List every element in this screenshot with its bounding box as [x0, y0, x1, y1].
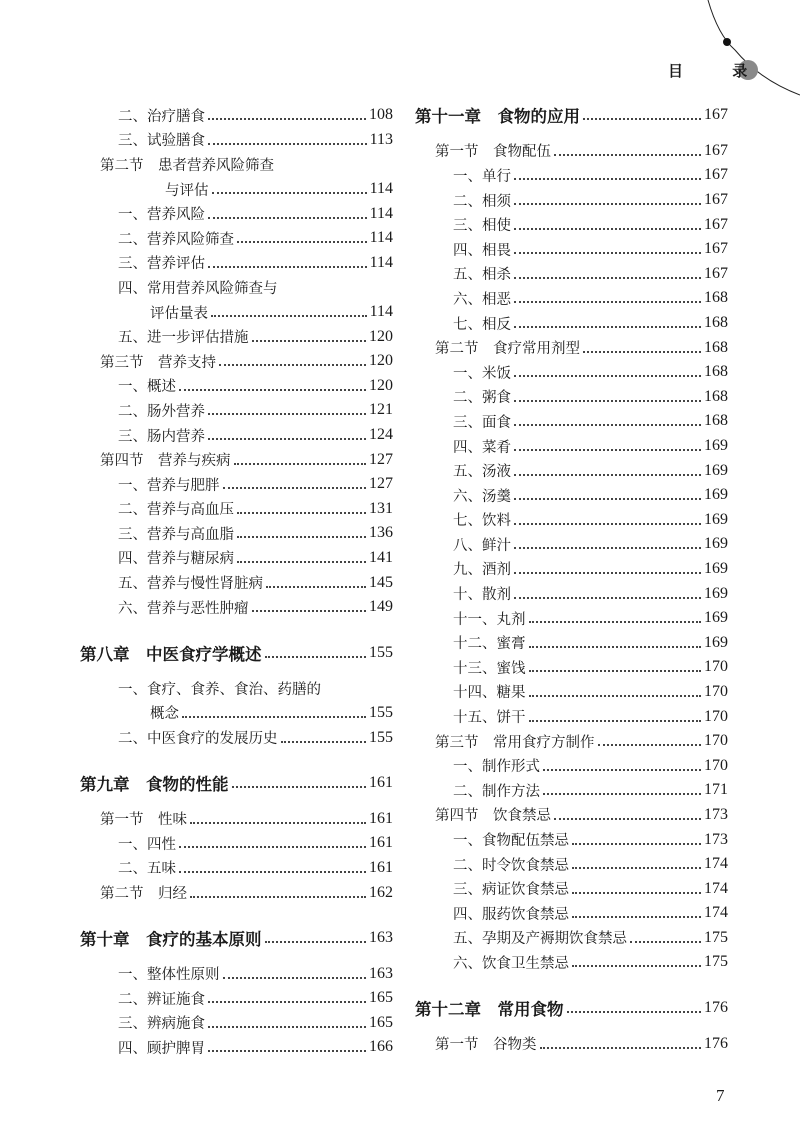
dot-leader: [529, 695, 702, 697]
dot-leader: [514, 228, 701, 230]
toc-section-entry[interactable]: [415, 803, 728, 828]
dot-leader: [208, 266, 367, 268]
toc-entry-title: 第一节 性味: [100, 812, 187, 829]
toc-section-entry[interactable]: [80, 806, 393, 831]
toc-entry-page: 168: [704, 338, 728, 356]
toc-entry-page: 120: [369, 376, 393, 394]
toc-item-entry[interactable]: [80, 251, 393, 276]
toc-entry-title: 四、常用营养风险筛查与: [118, 280, 278, 297]
toc-entry-page: 127: [369, 450, 393, 468]
toc-entry-title: 六、营养与恶性肿瘤: [118, 600, 249, 617]
toc-item-entry[interactable]: [80, 324, 393, 349]
dot-leader: [583, 118, 701, 120]
toc-item-entry[interactable]: [415, 163, 728, 188]
toc-entry-page: 161: [369, 774, 393, 792]
toc-entry-title: 十、散剂: [453, 587, 511, 604]
toc-item-entry[interactable]: [415, 557, 728, 582]
toc-entry-page: 168: [704, 412, 728, 430]
toc-entry-title: 四、服药饮食禁忌: [453, 906, 569, 923]
dot-leader: [212, 192, 367, 194]
dot-leader: [190, 896, 366, 898]
toc-section-entry[interactable]: [415, 729, 728, 754]
toc-entry-page: 165: [369, 989, 393, 1007]
toc-entry-page: 120: [369, 352, 393, 370]
toc-item-entry[interactable]: [415, 458, 728, 483]
toc-entry-page: 174: [704, 879, 728, 897]
toc-entry-page: 169: [704, 486, 728, 504]
toc-entry-page: 169: [704, 437, 728, 455]
toc-entry-page: 168: [704, 314, 728, 332]
toc-entry-page: 169: [704, 633, 728, 651]
dot-leader: [572, 867, 701, 869]
toc-entry-title: 六、相恶: [453, 291, 511, 308]
toc-item-entry[interactable]: [415, 409, 728, 434]
toc-item-entry[interactable]: [415, 901, 728, 926]
toc-entry-page: 113: [369, 130, 393, 148]
toc-entry-title: 第二节 患者营养风险筛查: [100, 157, 274, 174]
toc-entry-title: 第三节 营养支持: [100, 354, 216, 371]
toc-item-entry[interactable]: [80, 1011, 393, 1036]
dot-leader: [514, 449, 701, 451]
toc-entry-page: 176: [704, 1034, 728, 1052]
toc-entry-page: 168: [704, 387, 728, 405]
dot-leader: [266, 586, 366, 588]
toc-section-entry[interactable]: [80, 447, 393, 472]
dot-leader: [252, 610, 367, 612]
toc-entry-title: 五、相杀: [453, 267, 511, 284]
toc-entry-title: 五、营养与慢性肾脏病: [118, 576, 263, 593]
toc-entry-page: 170: [704, 756, 728, 774]
toc-entry-title: 第十一章 食物的应用: [415, 107, 580, 127]
toc-item-entry[interactable]: [415, 188, 728, 213]
toc-entry-page: 155: [369, 703, 393, 721]
toc-entry-page: 167: [704, 166, 728, 184]
toc-entry-page: 165: [369, 1013, 393, 1031]
toc-entry-title: 一、制作形式: [453, 759, 540, 776]
toc-item-entry[interactable]: [415, 532, 728, 557]
toc-item-entry[interactable]: [415, 680, 728, 705]
dot-leader: [567, 1011, 702, 1013]
toc-entry-page: 168: [704, 289, 728, 307]
toc-item-entry[interactable]: [80, 423, 393, 448]
toc-entry-page: 114: [369, 253, 393, 271]
toc-item-entry[interactable]: [80, 856, 393, 881]
toc-entry-page: 174: [704, 904, 728, 922]
dot-leader: [237, 241, 367, 243]
dot-leader: [208, 1001, 366, 1003]
dot-leader: [514, 523, 701, 525]
toc-entry-title: 与评估: [165, 182, 209, 199]
toc-entry-title: 一、营养与肥胖: [118, 477, 220, 494]
toc-item-entry[interactable]: [80, 546, 393, 571]
toc-item-entry[interactable]: [415, 581, 728, 606]
dot-leader: [219, 364, 366, 366]
dot-leader: [540, 1047, 702, 1049]
dot-leader: [208, 217, 367, 219]
dot-leader: [572, 892, 701, 894]
dot-leader: [529, 621, 702, 623]
dot-leader: [529, 720, 702, 722]
toc-entry-page: 155: [369, 643, 393, 661]
dot-leader: [208, 413, 366, 415]
toc-entry-page: 169: [704, 609, 728, 627]
dot-leader: [572, 843, 701, 845]
toc-item-entry[interactable]: [415, 360, 728, 385]
dot-leader: [237, 536, 366, 538]
dot-leader: [208, 118, 366, 120]
toc-item-entry[interactable]: [415, 852, 728, 877]
dot-leader: [554, 154, 701, 156]
toc-chapter-entry[interactable]: [80, 926, 393, 951]
dot-leader: [514, 301, 701, 303]
toc-entry-page: 114: [369, 229, 393, 247]
dot-leader: [514, 203, 701, 205]
dot-leader: [630, 941, 701, 943]
toc-entry-title: 四、营养与糖尿病: [118, 551, 234, 568]
toc-entry-page: 161: [369, 858, 393, 876]
toc-entry-page: 167: [704, 106, 728, 124]
toc-entry-title: 概念: [150, 706, 179, 723]
toc-entry-page: 108: [369, 106, 393, 124]
toc-entry-title: 七、相反: [453, 316, 511, 333]
toc-entry-title: 二、营养风险筛查: [118, 231, 234, 248]
toc-chapter-entry[interactable]: [415, 996, 728, 1021]
toc-entry-page: 163: [369, 964, 393, 982]
toc-left-column: [80, 103, 393, 1060]
toc-entry-page: 114: [369, 180, 393, 198]
toc-chapter-entry[interactable]: [80, 640, 393, 665]
toc-item-entry[interactable]: [415, 704, 728, 729]
toc-entry-title: 一、食物配伍禁忌: [453, 833, 569, 850]
toc-entry-page: 161: [369, 834, 393, 852]
toc-entry-title: 第一节 食物配伍: [435, 144, 551, 161]
toc-entry-title: 三、相使: [453, 218, 511, 235]
toc-item-entry[interactable]: [415, 827, 728, 852]
toc-entry-title: 十四、糖果: [453, 685, 526, 702]
toc-entry-page: 162: [369, 883, 393, 901]
toc-entry-title: 第十章 食疗的基本原则: [80, 930, 262, 950]
dot-leader: [514, 547, 701, 549]
small-dot-icon: [723, 38, 731, 46]
dot-leader: [237, 561, 366, 563]
dot-leader: [543, 769, 701, 771]
toc-item-entry[interactable]: [80, 986, 393, 1011]
toc-item-entry[interactable]: [80, 128, 393, 153]
toc-entry-page: 170: [704, 682, 728, 700]
toc-entry-title: 二、中医食疗的发展历史: [118, 731, 278, 748]
toc-entry-page: 171: [704, 781, 728, 799]
toc-entry-title: 九、酒剂: [453, 562, 511, 579]
dot-leader: [514, 597, 701, 599]
dot-leader: [265, 941, 367, 943]
toc-entry-title: 六、饮食卫生禁忌: [453, 955, 569, 972]
toc-entry-page: 167: [704, 215, 728, 233]
header-arc-decoration: [0, 0, 800, 110]
toc-entry-title: 第四节 营养与疾病: [100, 453, 231, 470]
toc-entry-title: 一、概述: [118, 379, 176, 396]
toc-entry-title: 六、汤羹: [453, 488, 511, 505]
dot-leader: [514, 474, 701, 476]
dot-leader: [514, 498, 701, 500]
toc-entry-page: 145: [369, 573, 393, 591]
toc-entry-page: 169: [704, 559, 728, 577]
dot-leader: [179, 389, 366, 391]
dot-leader: [514, 178, 701, 180]
header-title: 目 录: [668, 62, 770, 80]
toc-item-entry[interactable]: [415, 434, 728, 459]
dot-leader: [208, 1026, 366, 1028]
toc-section-entry[interactable]: [415, 335, 728, 360]
toc-section-entry[interactable]: [415, 139, 728, 164]
toc-entry-title: 二、营养与高血压: [118, 502, 234, 519]
toc-entry-page: 167: [704, 191, 728, 209]
toc-item-entry[interactable]: [80, 398, 393, 423]
toc-item-entry[interactable]: [415, 606, 728, 631]
dot-leader: [182, 716, 366, 718]
toc-entry-title: 二、相须: [453, 193, 511, 210]
dot-leader: [514, 326, 701, 328]
toc-item-entry[interactable]: [415, 262, 728, 287]
toc-entry-page: 173: [704, 830, 728, 848]
toc-item-entry[interactable]: [80, 961, 393, 986]
toc-entry-title: 评估量表: [150, 305, 208, 322]
toc-entry-title: 十一、丸剂: [453, 611, 526, 628]
toc-item-entry[interactable]: [80, 1035, 393, 1060]
toc-entry-title: 二、辨证施食: [118, 991, 205, 1008]
toc-entry-title: 一、四性: [118, 836, 176, 853]
page-number: 7: [716, 1086, 725, 1105]
toc-entry-page: 176: [704, 999, 728, 1017]
dot-leader: [543, 793, 701, 795]
toc-entry-page: 127: [369, 475, 393, 493]
dot-leader: [554, 818, 701, 820]
toc-entry-title: 一、单行: [453, 168, 511, 185]
toc-chapter-entry[interactable]: [415, 103, 728, 128]
toc-entry-title: 第二节 食疗常用剂型: [435, 341, 580, 358]
toc-entry-title: 二、制作方法: [453, 783, 540, 800]
dot-leader: [208, 438, 366, 440]
toc-item-entry[interactable]: [80, 701, 393, 726]
dot-leader: [572, 965, 701, 967]
toc-entry-page: 169: [704, 461, 728, 479]
toc-item-entry[interactable]: [80, 177, 393, 202]
dot-leader: [234, 463, 367, 465]
dot-leader: [281, 741, 367, 743]
toc-item-entry[interactable]: [415, 286, 728, 311]
toc-entry-page: 124: [369, 426, 393, 444]
toc-entry-title: 五、孕期及产褥期饮食禁忌: [453, 931, 627, 948]
toc-item-entry[interactable]: [80, 831, 393, 856]
toc-entry-title: 三、营养与高血脂: [118, 526, 234, 543]
toc-entry-title: 第九章 食物的性能: [80, 775, 229, 795]
toc-entry-page: 120: [369, 327, 393, 345]
dot-leader: [514, 400, 701, 402]
toc-entry-page: 166: [369, 1038, 393, 1056]
toc-entry-title: 第四节 饮食禁忌: [435, 808, 551, 825]
toc-entry-page: 169: [704, 510, 728, 528]
toc-entry-title: 第一节 谷物类: [435, 1037, 537, 1054]
toc-item-entry[interactable]: [80, 676, 393, 701]
toc-entry-title: 十三、蜜饯: [453, 660, 526, 677]
toc-entry-page: 114: [369, 204, 393, 222]
dot-leader: [598, 744, 702, 746]
toc-item-entry[interactable]: [80, 300, 393, 325]
dot-leader: [514, 424, 701, 426]
dot-leader: [223, 487, 367, 489]
toc-item-entry[interactable]: [80, 595, 393, 620]
dot-leader: [572, 916, 701, 918]
toc-entry-page: 167: [704, 264, 728, 282]
toc-item-entry[interactable]: [80, 103, 393, 128]
toc-entry-page: 173: [704, 805, 728, 823]
toc-entry-page: 175: [704, 928, 728, 946]
toc-item-entry[interactable]: [80, 497, 393, 522]
dot-leader: [529, 670, 702, 672]
toc-entry-title: 二、五味: [118, 861, 176, 878]
toc-entry-title: 二、治疗膳食: [118, 108, 205, 125]
toc-entry-page: 121: [369, 401, 393, 419]
toc-item-entry[interactable]: [80, 725, 393, 750]
toc-entry-page: 114: [369, 303, 393, 321]
toc-entry-title: 十二、蜜膏: [453, 636, 526, 653]
toc-entry-title: 第二节 归经: [100, 886, 187, 903]
toc-section-entry[interactable]: [415, 1031, 728, 1056]
toc-item-entry[interactable]: [80, 226, 393, 251]
toc-entry-title: 八、鲜汁: [453, 537, 511, 554]
toc-entry-title: 一、营养风险: [118, 207, 205, 224]
toc-item-entry[interactable]: [415, 630, 728, 655]
toc-entry-page: 169: [704, 584, 728, 602]
toc-item-entry[interactable]: [415, 926, 728, 951]
dot-leader: [514, 252, 701, 254]
toc-entry-page: 175: [704, 953, 728, 971]
toc-entry-title: 三、面食: [453, 414, 511, 431]
toc-entry-title: 四、菜肴: [453, 439, 511, 456]
toc-entry-page: 169: [704, 535, 728, 553]
toc-entry-page: 136: [369, 524, 393, 542]
toc-item-entry[interactable]: [80, 374, 393, 399]
toc-entry-title: 七、饮料: [453, 513, 511, 530]
toc-entry-title: 五、进一步评估措施: [118, 330, 249, 347]
toc-entry-page: 131: [369, 499, 393, 517]
toc-entry-page: 163: [369, 929, 393, 947]
toc-entry-title: 一、米饭: [453, 365, 511, 382]
toc-entry-title: 第三节 常用食疗方制作: [435, 734, 595, 751]
toc-entry-title: 二、时令饮食禁忌: [453, 857, 569, 874]
toc-entry-page: 168: [704, 363, 728, 381]
toc-item-entry[interactable]: [415, 212, 728, 237]
toc-entry-title: 三、辨病施食: [118, 1016, 205, 1033]
dot-leader: [179, 871, 366, 873]
dot-leader: [529, 646, 702, 648]
toc-entry-title: 二、粥食: [453, 390, 511, 407]
dot-leader: [252, 340, 367, 342]
toc-item-entry[interactable]: [415, 876, 728, 901]
toc-entry-title: 十五、饼干: [453, 710, 526, 727]
toc-item-entry[interactable]: [80, 521, 393, 546]
toc-item-entry[interactable]: [415, 655, 728, 680]
dot-leader: [514, 277, 701, 279]
toc-item-entry[interactable]: [415, 778, 728, 803]
toc-entry-title: 一、整体性原则: [118, 967, 220, 984]
toc-entry-title: 第八章 中医食疗学概述: [80, 644, 262, 664]
toc-entry-page: 167: [704, 141, 728, 159]
toc-entry-title: 三、试验膳食: [118, 133, 205, 150]
toc-entry-page: 149: [369, 598, 393, 616]
toc-right-column: [415, 103, 728, 1056]
dot-leader: [179, 846, 366, 848]
toc-entry-page: 170: [704, 658, 728, 676]
toc-entry-page: 170: [704, 707, 728, 725]
dot-leader: [265, 656, 367, 658]
toc-item-entry[interactable]: [415, 483, 728, 508]
toc-entry-title: 第十二章 常用食物: [415, 1000, 564, 1020]
toc-item-entry[interactable]: [415, 385, 728, 410]
toc-section-entry[interactable]: [80, 349, 393, 374]
toc-entry-page: 141: [369, 548, 393, 566]
toc-section-entry[interactable]: [80, 152, 393, 177]
dot-leader: [190, 822, 366, 824]
dot-leader: [237, 512, 366, 514]
toc-entry-title: 四、相畏: [453, 242, 511, 259]
toc-entry-title: 二、肠外营养: [118, 403, 205, 420]
toc-entry-page: 161: [369, 809, 393, 827]
toc-entry-page: 174: [704, 855, 728, 873]
toc-entry-title: 一、食疗、食养、食治、药膳的: [118, 681, 321, 698]
dot-leader: [232, 786, 367, 788]
dot-leader: [208, 143, 367, 145]
toc-item-entry[interactable]: [80, 201, 393, 226]
toc-item-entry[interactable]: [80, 570, 393, 595]
toc-entry-title: 三、病证饮食禁忌: [453, 882, 569, 899]
toc-entry-page: 155: [369, 728, 393, 746]
toc-item-entry[interactable]: [415, 753, 728, 778]
dot-leader: [514, 375, 701, 377]
toc-item-entry[interactable]: [415, 311, 728, 336]
toc-entry-title: 四、顾护脾胃: [118, 1040, 205, 1057]
toc-entry-page: 167: [704, 240, 728, 258]
toc-section-entry[interactable]: [80, 880, 393, 905]
toc-item-entry[interactable]: [80, 472, 393, 497]
toc-item-entry[interactable]: [80, 275, 393, 300]
toc-chapter-entry[interactable]: [80, 771, 393, 796]
dot-leader: [208, 1050, 366, 1052]
toc-entry-title: 三、营养评估: [118, 256, 205, 273]
dot-leader: [583, 351, 701, 353]
toc-entry-title: 三、肠内营养: [118, 428, 205, 445]
toc-entry-page: 170: [704, 732, 728, 750]
toc-item-entry[interactable]: [415, 508, 728, 533]
dot-leader: [211, 315, 367, 317]
toc-entry-title: 五、汤液: [453, 464, 511, 481]
toc-item-entry[interactable]: [415, 950, 728, 975]
dot-leader: [514, 572, 701, 574]
toc-item-entry[interactable]: [415, 237, 728, 262]
dot-leader: [223, 977, 367, 979]
